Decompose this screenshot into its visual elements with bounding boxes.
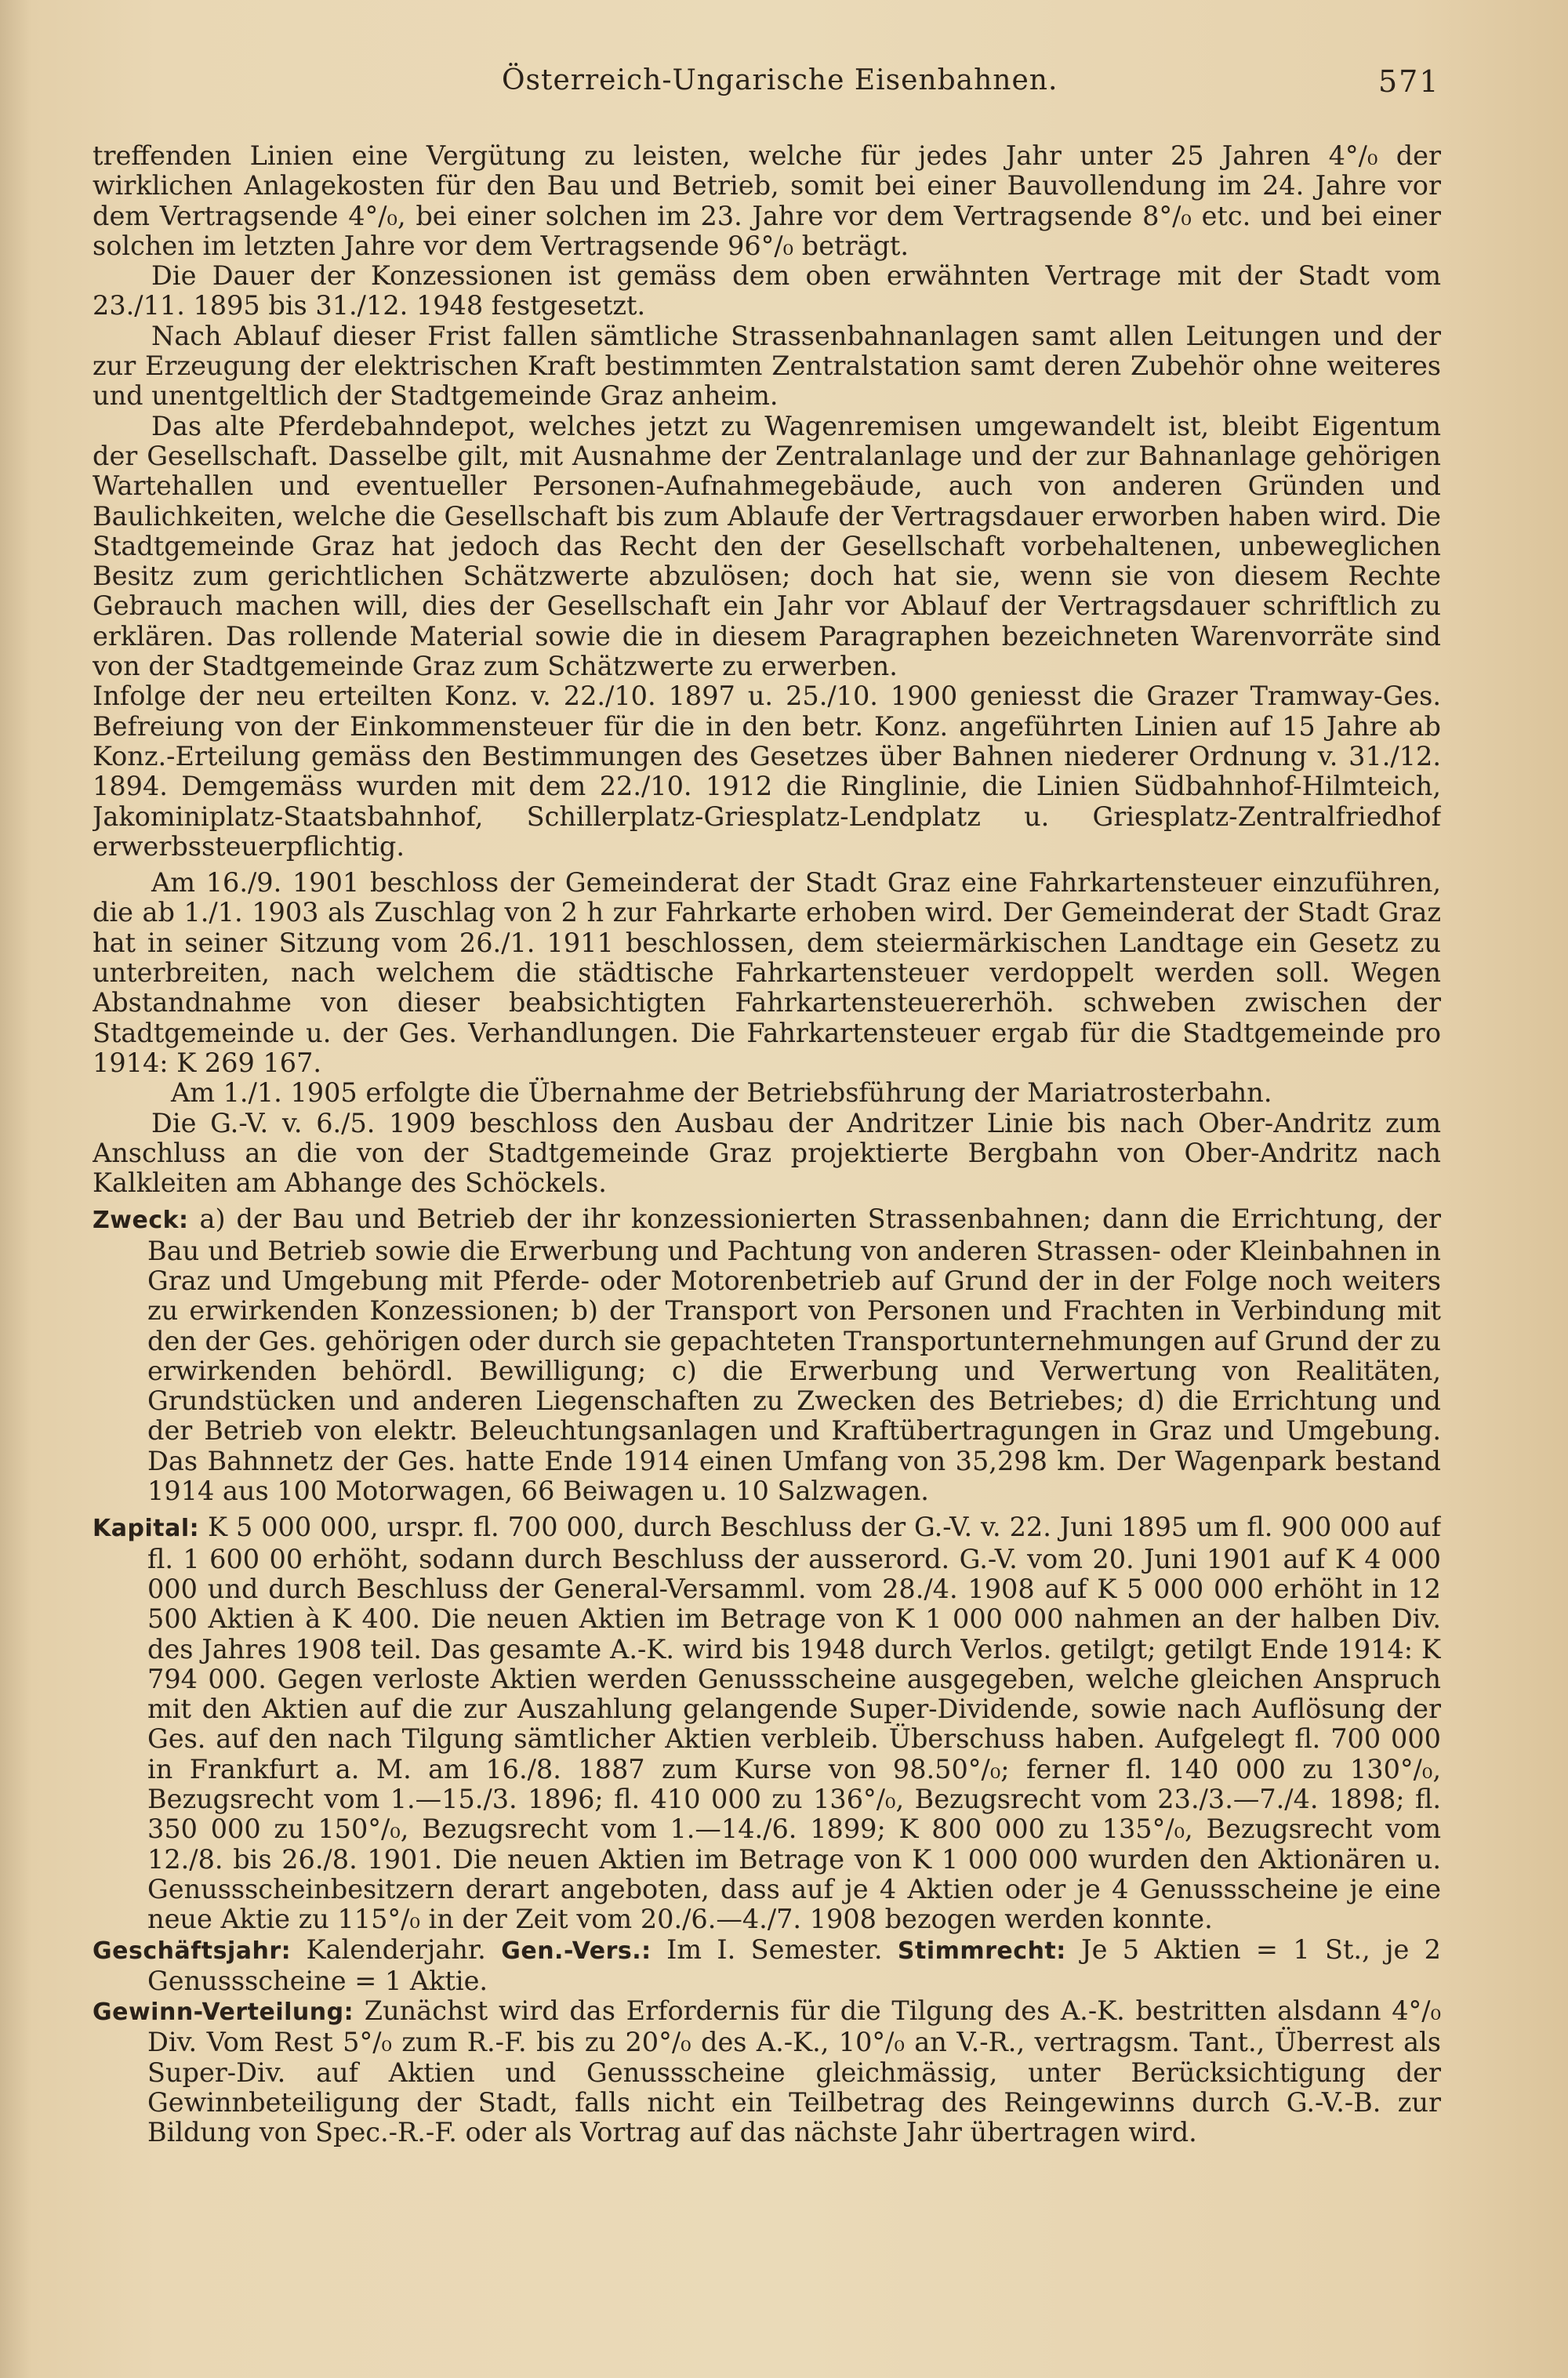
paragraph-heimfall: Nach Ablauf dieser Frist fallen sämtliche Strassenbahnanlagen samt allen Leitungen und der zur Erzeugung der elektrischen Kraft bestimmten Zentralstation samt deren Zubehör ohne weiteres und unentgeltlich der Stadtgemeinde Graz anheim. xyxy=(93,320,1441,412)
geschaeftsjahr-label: Geschäftsjahr: xyxy=(93,1937,292,1965)
stimmrecht-label: Stimmrecht: xyxy=(897,1937,1066,1965)
section-gewinnverteilung xyxy=(93,1996,1441,2147)
gewinnverteilung-text: Zunächst wird das Erfordernis für die Tilgung des A.-K. bestritten alsdann 4°/₀ Div. Vom Rest 5°/₀ zum R.-F. bis zu 20°/₀ des A.-K., 10°/₀ an V.-R., vertragsm. Tant., Überrest als Super-Div. auf Aktien und Genussscheine gleichmässig, unter Berücksichtigung der Gewinnbeteiligung der Stadt, falls nicht ein Teilbetrag des Reingewinns durch G.-V.-B. zur Bildung von Spec.-R.-F. oder als Vortrag auf das nächste Jahr übertragen wird. xyxy=(147,1995,1441,2148)
running-title: Österreich-Ungarische Eisenbahnen. xyxy=(502,64,1058,96)
geschaeftsjahr-text: Kalenderjahr. xyxy=(306,1933,486,1965)
section-kapital xyxy=(93,1512,1441,1934)
genvers-label: Gen.-Vers.: xyxy=(501,1937,652,1965)
section-geschaeftsjahr xyxy=(93,1935,1441,1997)
stimmrecht-text: Je 5 Aktien = 1 St., je 2 Genussscheine = 1 Aktie. xyxy=(147,1933,1441,1996)
zweck-label: Zweck: xyxy=(93,1207,189,1235)
paragraph-pferdebahndepot: Das alte Pferdebahndepot, welches jetzt zu Wagenremisen umgewandelt ist, bleibt Eigentum der Gesellschaft. Dasselbe gilt, mit Ausnahme der Zentralanlage und der zur Bahnanlage gehörigen Wartehallen und eventueller Personen-Aufnahmegebäude, auch von anderen Gründen und Baulichkeiten, welche die Gesellschaft bis zum Ablaufe der Vertragsdauer erworben haben wird. Die Stadtgemeinde Graz hat jedoch das Recht den der Gesellschaft vorbehaltenen, unbeweglichen Besitz zum gerichtlichen Schätzwerte abzulösen; doch hat sie, wenn sie von diesem Rechte Gebrauch machen will, dies der Gesellschaft ein Jahr vor Ablauf der Vertragsdauer schriftlich zu erklären. Das rollende Material sowie die in diesem Paragraphen bezeichneten Warenvorräte sind von der Stadtgemeinde Graz zum Schätzwerte zu erwerben. xyxy=(93,410,1441,682)
page-header xyxy=(0,64,1568,111)
kapital-text: K 5 000 000, urspr. fl. 700 000, durch Beschluss der G.-V. v. 22. Juni 1895 um fl. 900 000 auf fl. 1 600 00 erhöht, sodann durch Beschluss der ausserord. G.-V. vom 20. Juni 1901 auf K 4 000 000 und durch Beschluss der General-Versamml. vom 28./4. 1908 auf K 5 000 000 erhöht in 12 500 Aktien à K 400. Die neuen Aktien im Betrage von K 1 000 000 nahmen an der halben Div. des Jahres 1908 teil. Das gesamte A.-K. wird bis 1948 durch Verlos. getilgt; getilgt Ende 1914: K 794 000. Gegen verloste Aktien werden Genussscheine ausgegeben, welche gleichen Anspruch mit den Aktien auf die zur Auszahlung gelangende Super-Dividende, sowie nach Auflösung der Ges. auf den nach Tilgung sämtlicher Aktien verbleib. Überschuss haben. Aufgelegt fl. 700 000 in Frankfurt a. M. am 16./8. 1887 zum Kurse von 98.50°/₀; ferner fl. 140 000 zu 130°/₀, Bezugsrecht vom 1.—15./3. 1896; fl. 410 000 zu 136°/₀, Bezugsrecht vom 23./3.—7./4. 1898; fl. 350 000 zu 150°/₀, Bezugsrecht vom 1.—14./6. 1899; K 800 000 zu 135°/₀, Bezugsrecht vom 12./8. bis 26./8. 1901. Die neuen Aktien im Betrage von K 1 000 000 wurden den Aktionären u. Genussscheinbesitzern derart angeboten, dass auf je 4 Aktien oder je 4 Genussscheine je eine neue Aktie zu 115°/₀ in der Zeit vom 20./6.—4./7. 1908 bezogen werden konnte. xyxy=(147,1512,1441,1935)
paragraph-mariatrosterbahn: Am 1./1. 1905 erfolgte die Übernahme der Betriebsführung der Mariatrosterbahn. xyxy=(171,1077,1272,1109)
paragraph-einkommensteuer: Infolge der neu erteilten Konz. v. 22./10. 1897 u. 25./10. 1900 geniesst die Grazer Tramway-Ges. Befreiung von der Einkommensteuer für die in den betr. Konz. angeführten Linien auf 15 Jahre ab Konz.-Erteilung gemäss den Bestimmungen des Gesetzes über Bahnen niederer Ordnung v. 31./12. 1894. Demgemäss wurden mit dem 22./10. 1912 die Ringlinie, die Linien Südbahnhof-Hilmteich, Jakominiplatz-Staatsbahnhof, Schillerplatz-Griesplatz-Lendplatz u. Griesplatz-Zentralfriedhof erwerbssteuerpflichtig. xyxy=(93,681,1441,862)
gewinnverteilung-label: Gewinn-Verteilung: xyxy=(93,1999,354,2027)
zweck-text: a) der Bau und Betrieb der ihr konzessionierten Strassenbahnen; dann die Errichtung, der Bau und Betrieb sowie die Erwerbung und Pachtung von anderen Strassen- oder Kleinbahnen in Graz und Umgebung mit Pferde- oder Motorenbetrieb auf Grund der in der Folge noch weiters zu erwirkenden Konzessionen; b) der Transport von Personen und Frachten in Verbindung mit den der Ges. gehörigen oder durch sie gepachteten Transportunternehmungen auf Grund der zu erwirkenden behördl. Bewilligung; c) die Erwerbung und Verwertung von Realitäten, Grundstücken und anderen Liegenschaften zu Zwecken des Betriebes; d) die Errichtung und der Betrieb von elektr. Beleuchtungsanlagen und Kraftübertragungen in Graz und Umgebung. Das Bahnnetz der Ges. hatte Ende 1914 einen Umfang von 35,298 km. Der Wagenpark bestand 1914 aus 100 Motorwagen, 66 Beiwagen u. 10 Salzwagen. xyxy=(147,1204,1441,1507)
kapital-label: Kapital: xyxy=(93,1515,200,1543)
genvers-text: Im I. Semester. xyxy=(666,1933,883,1965)
paragraph-andritzer-linie: Die G.-V. v. 6./5. 1909 beschloss den Ausbau der Andritzer Linie bis nach Ober-Andritz zum Anschluss an die von der Stadtgemeinde Graz projektierte Bergbahn von Ober-Andritz nach Kalkleiten am Abhange des Schöckels. xyxy=(93,1107,1441,1199)
page-number: 571 xyxy=(1378,64,1440,99)
paragraph-fahrkartensteuer: Am 16./9. 1901 beschloss der Gemeinderat der Stadt Graz eine Fahrkartensteuer einzuführen, die ab 1./1. 1903 als Zuschlag von 2 h zur Fahrkarte erhoben wird. Der Gemeinderat der Stadt Graz hat in seiner Sitzung vom 26./1. 1911 beschlossen, dem steiermärkischen Landtage ein Gesetz zu unterbreiten, nach welchem die städtische Fahrkartensteuer verdoppelt werden soll. Wegen Abstandnahme von dieser beabsichtigten Fahrkartensteuererhöh. schweben zwischen der Stadtgemeinde u. der Ges. Verhandlungen. Die Fahrkartensteuer ergab für die Stadtgemeinde pro 1914: K 269 167. xyxy=(93,867,1441,1078)
body-text xyxy=(93,141,1441,2305)
section-zweck xyxy=(93,1204,1441,1506)
paragraph-verguetung: treffenden Linien eine Vergütung zu leisten, welche für jedes Jahr unter 25 Jahren 4°/₀ der wirklichen Anlagekosten für den Bau und Betrieb, somit bei einer Bauvollendung im 24. Jahre vor dem Vertragsende 4°/₀, bei einer solchen im 23. Jahre vor dem Vertragsende 8°/₀ etc. und bei einer solchen im letzten Jahre vor dem Vertragsende 96°/₀ beträgt. xyxy=(93,141,1441,261)
paragraph-konzessionsdauer: Die Dauer der Konzessionen ist gemäss dem oben erwähnten Vertrage mit der Stadt vom 23./11. 1895 bis 31./12. 1948 festgesetzt. xyxy=(93,260,1441,321)
